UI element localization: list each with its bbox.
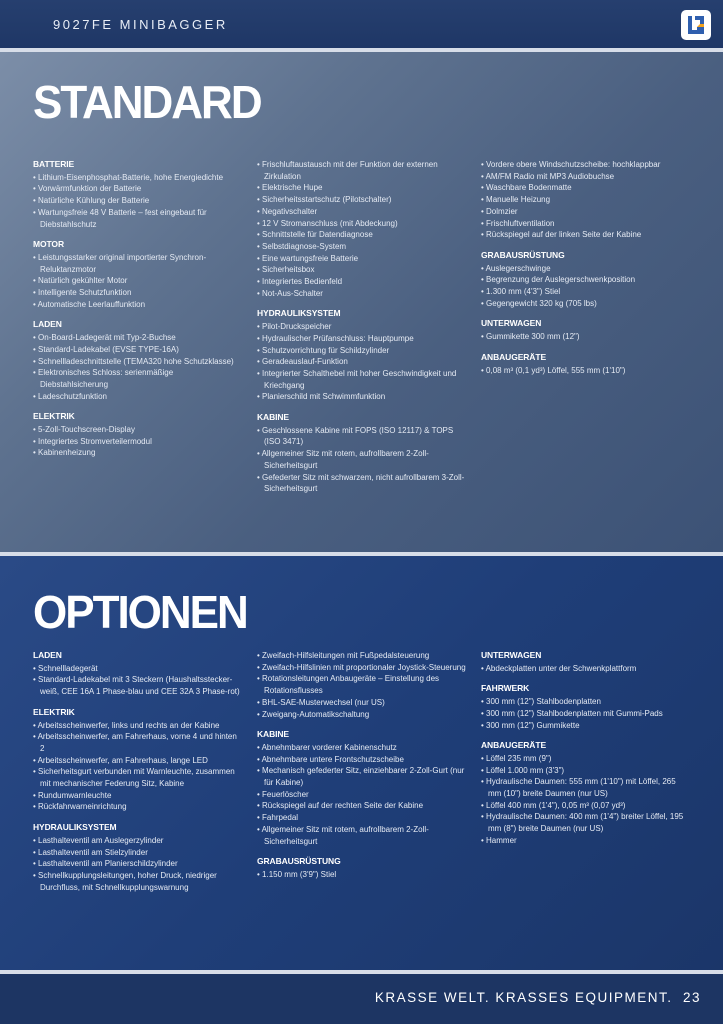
spec-item-text: Arbeitsscheinwerfer, am Fahrerhaus, vorne 4 und hinten 2 xyxy=(37,732,237,753)
spec-item-text: Sicherheitsgurt verbunden mit Warnleuchte, zusammen mit mechanischer Federung Sitz, Kabine xyxy=(38,767,235,789)
spec-section xyxy=(481,352,691,376)
section-heading: ELEKTRIK xyxy=(33,411,75,422)
spec-list xyxy=(481,159,691,241)
section-heading: ELEKTRIK xyxy=(33,706,75,717)
spec-section xyxy=(257,856,467,880)
spec-item-text: Zweigang-Automatikschaltung xyxy=(262,709,370,719)
spec-item xyxy=(257,812,467,824)
spec-item-text: Elektronisches Schloss: serienmäßige Diebstahlsicherung xyxy=(38,368,174,389)
spec-list xyxy=(33,835,243,894)
spec-item-text: Wartungsfreie 48 V Batterie – fest eingebaut für Diebstahlschutz xyxy=(38,207,207,229)
spec-item xyxy=(257,333,467,345)
spec-item xyxy=(481,835,691,847)
spec-item xyxy=(481,776,691,799)
section-heading: BATTERIE xyxy=(33,159,75,169)
spec-item xyxy=(481,229,691,241)
section-heading: KABINE xyxy=(257,729,289,740)
spec-item-text: Natürliche Kühlung der Batterie xyxy=(38,196,150,206)
standard-column-3 xyxy=(481,159,691,385)
spec-item xyxy=(481,708,691,720)
spec-item xyxy=(33,674,243,697)
spec-list xyxy=(481,263,691,310)
spec-item xyxy=(257,673,467,696)
section-heading: ANBAUGERÄTE xyxy=(481,740,547,751)
spec-item-text: Frischluftaustausch mit der Funktion der externen Zirkulation xyxy=(262,160,438,181)
spec-section xyxy=(257,729,467,847)
spec-item-text: Planierschild mit Schwimmfunktion xyxy=(262,392,386,402)
spec-item-text: Automatische Leerlauffunktion xyxy=(37,299,146,309)
spec-item-text: Integrierter Schalthebel mit hoher Geschwindigkeit und Kriechgang xyxy=(262,368,457,390)
spec-item xyxy=(481,811,691,834)
spec-item xyxy=(481,194,691,206)
spec-item xyxy=(257,159,467,182)
spec-item xyxy=(33,275,243,287)
spec-item xyxy=(257,697,467,709)
spec-item-text: Schutzvorrichtung für Schildzylinder xyxy=(262,345,390,355)
spec-item xyxy=(481,765,691,777)
liugong-logo-icon xyxy=(681,10,711,40)
spec-item xyxy=(257,194,467,206)
spec-section xyxy=(33,159,243,230)
spec-list xyxy=(33,332,243,402)
spec-item-text: Zweifach-Hilfslinien mit proportionaler Joystick-Steuerung xyxy=(262,662,466,672)
spec-list xyxy=(257,159,467,299)
spec-item-text: Pilot-Druckspeicher xyxy=(262,322,332,332)
spec-item-text: Lasthalteventil am Planierschildzylinder xyxy=(38,859,178,869)
spec-list xyxy=(481,753,691,847)
spec-item xyxy=(33,801,243,813)
section-heading: KABINE xyxy=(257,412,289,423)
spec-item-text: 300 mm (12") Gummikette xyxy=(486,720,580,730)
spec-item xyxy=(33,344,243,356)
top-bar xyxy=(0,0,723,48)
spec-list xyxy=(33,720,243,814)
spec-item xyxy=(33,858,243,870)
spec-item-text: Not-Aus-Schalter xyxy=(262,288,323,298)
spec-item xyxy=(257,241,467,253)
standard-column-1 xyxy=(33,159,243,468)
spec-item xyxy=(257,391,467,403)
spec-item xyxy=(257,253,467,265)
spec-item-text: Frischluftventilation xyxy=(486,218,555,228)
spec-item xyxy=(33,195,243,207)
standard-heading: STANDARD xyxy=(33,76,261,129)
spec-item-text: 300 mm (12") Stahlbodenplatten mit Gummi-Pads xyxy=(486,708,663,718)
spec-section xyxy=(481,683,691,731)
spec-item-text: 300 mm (12") Stahlbodenplatten xyxy=(486,697,601,707)
spec-section xyxy=(481,318,691,342)
spec-item xyxy=(33,356,243,368)
spec-item xyxy=(257,800,467,812)
spec-item xyxy=(33,790,243,802)
spec-list xyxy=(257,650,467,720)
spec-item-text: Standard-Ladekabel (EVSE TYPE-16A) xyxy=(38,344,179,354)
spec-item xyxy=(33,367,243,390)
spec-section xyxy=(33,239,243,310)
spec-section xyxy=(481,250,691,310)
optionen-panel xyxy=(0,556,723,970)
footer-tagline xyxy=(375,990,701,1005)
spec-item xyxy=(257,650,467,662)
spec-item xyxy=(33,207,243,230)
spec-item xyxy=(33,731,243,754)
spec-item-text: Lasthalteventil am Stielzylinder xyxy=(38,847,148,857)
spec-item xyxy=(33,835,243,847)
spec-item-text: Schnellladegerät xyxy=(38,663,98,673)
spec-item xyxy=(257,709,467,721)
spec-item-text: Sicherheitsstartschutz (Pilotschalter) xyxy=(262,195,392,205)
spec-item xyxy=(481,720,691,732)
section-heading: ANBAUGERÄTE xyxy=(481,351,547,362)
spec-item-text: BHL-SAE-Musterwechsel (nur US) xyxy=(262,697,385,707)
spec-section xyxy=(33,707,243,813)
spec-item-text: Kabinenheizung xyxy=(38,448,96,458)
spec-item xyxy=(257,288,467,300)
tagline-text: KRASSE WELT. KRASSES EQUIPMENT. xyxy=(374,990,673,1005)
spec-list xyxy=(33,663,243,698)
spec-item xyxy=(481,159,691,171)
spec-item-text: 12 V Stromanschluss (mit Abdeckung) xyxy=(262,218,398,228)
spec-item xyxy=(481,286,691,298)
spec-item-text: Manuelle Heizung xyxy=(486,195,551,205)
spec-item xyxy=(257,754,467,766)
section-heading: MOTOR xyxy=(33,239,64,250)
spec-item-text: 1.150 mm (3'9") Stiel xyxy=(262,869,337,879)
spec-item-text: Elektrische Hupe xyxy=(262,183,323,193)
spec-item-text: Standard-Ladekabel mit 3 Steckern (Haushaltsstecker-weiß, CEE 16A 1 Phase-blau und CEE 32A 3 Phase-rot) xyxy=(38,675,240,697)
section-heading: UNTERWAGEN xyxy=(481,318,542,329)
section-heading: LADEN xyxy=(33,650,62,660)
spec-item xyxy=(33,299,243,311)
spec-item-text: Geradeauslauf-Funktion xyxy=(262,357,348,367)
spec-item xyxy=(481,274,691,286)
spec-item-text: Löffel 235 mm (9") xyxy=(486,753,552,763)
spec-item-text: Geschlossene Kabine mit FOPS (ISO 12117) & TOPS (ISO 3471) xyxy=(262,425,454,447)
spec-item xyxy=(33,183,243,195)
spec-item xyxy=(257,264,467,276)
spec-item-text: Hydraulische Daumen: 555 mm (1'10") mit Löffel, 265 mm (10") breite Daumen (nur US) xyxy=(486,777,676,799)
spec-item xyxy=(481,663,691,675)
spec-item xyxy=(33,436,243,448)
spec-item xyxy=(481,331,691,343)
optionen-column-3 xyxy=(481,650,691,856)
spec-section xyxy=(481,159,691,241)
spec-item-text: Hammer xyxy=(486,835,517,845)
spec-item xyxy=(481,753,691,765)
spec-item-text: Integriertes Stromverteilermodul xyxy=(38,436,152,446)
spec-item-text: Fahrpedal xyxy=(262,813,299,823)
spec-item xyxy=(33,252,243,275)
spec-item xyxy=(257,742,467,754)
spec-item-text: Arbeitsscheinwerfer, am Fahrerhaus, lange LED xyxy=(37,755,208,765)
spec-item xyxy=(257,368,467,391)
spec-item xyxy=(257,321,467,333)
spec-item-text: Rückspiegel auf der rechten Seite der Kabine xyxy=(262,801,424,811)
spec-item-text: Gummikette 300 mm (12") xyxy=(486,332,580,342)
spec-section xyxy=(257,412,467,495)
spec-section xyxy=(481,740,691,846)
spec-item-text: 0,08 m³ (0,1 yd³) Löffel, 555 mm (1'10") xyxy=(486,365,626,375)
spec-list xyxy=(481,331,691,343)
spec-item xyxy=(481,206,691,218)
footer xyxy=(0,974,723,1024)
section-heading: UNTERWAGEN xyxy=(481,650,542,660)
spec-section xyxy=(257,650,467,720)
spec-list xyxy=(257,321,467,403)
spec-section xyxy=(33,319,243,402)
spec-item xyxy=(481,298,691,310)
spec-item xyxy=(257,206,467,218)
spec-section xyxy=(481,650,691,674)
section-heading: LADEN xyxy=(33,319,62,330)
spec-item xyxy=(257,824,467,847)
spec-item xyxy=(33,870,243,893)
spec-item-text: Leistungsstarker original importierter Synchron-Reluktanzmotor xyxy=(38,252,207,274)
spec-item-text: Waschbare Bodenmatte xyxy=(486,183,572,193)
spec-item-text: Zweifach-Hilfsleitungen mit Fußpedalsteuerung xyxy=(262,651,430,660)
spec-item xyxy=(481,171,691,183)
spec-item xyxy=(257,765,467,788)
section-heading: FAHRWERK xyxy=(481,683,530,694)
spec-item-text: Selbstdiagnose-System xyxy=(262,241,347,251)
spec-item-text: Integriertes Bedienfeld xyxy=(262,277,343,287)
section-heading: GRABAUSRÜSTUNG xyxy=(257,856,341,867)
spec-item xyxy=(481,218,691,230)
section-heading: HYDRAULIKSYSTEM xyxy=(257,308,341,319)
spec-item xyxy=(257,789,467,801)
optionen-column-2 xyxy=(257,650,467,890)
spec-item-text: 5-Zoll-Touchscreen-Display xyxy=(38,425,135,435)
spec-item xyxy=(257,448,467,471)
spec-item-text: Schnittstelle für Datendiagnose xyxy=(262,230,373,240)
spec-item xyxy=(33,424,243,436)
spec-item-text: On-Board-Ladegerät mit Typ-2-Buchse xyxy=(38,333,176,343)
optionen-column-1 xyxy=(33,650,243,902)
spec-item-text: Abnehmbare untere Frontschutzscheibe xyxy=(261,754,404,764)
spec-item-text: Schnellladeschnittstelle (TEMA320 hohe Schutzklasse) xyxy=(38,356,234,366)
spec-item xyxy=(481,800,691,812)
spec-item-text: Hydraulischer Prüfanschluss: Hauptpumpe xyxy=(262,333,414,343)
spec-item-text: Begrenzung der Auslegerschwenkposition xyxy=(486,275,636,285)
spec-list xyxy=(481,365,691,377)
section-heading: HYDRAULIKSYSTEM xyxy=(33,822,117,833)
spec-item xyxy=(481,696,691,708)
spec-item-text: Schnellkupplungsleitungen, hoher Druck, niedriger Durchfluss, mit Schnellkupplungswarnung xyxy=(38,870,217,892)
spec-item-text: Sicherheitsbox xyxy=(262,265,315,275)
section-heading: GRABAUSRÜSTUNG xyxy=(481,249,565,260)
spec-item-text: Allgemeiner Sitz mit rotem, aufrollbarem 2-Zoll-Sicherheitsgurt xyxy=(261,449,429,470)
spec-item-text: Rundumwarnleuchte xyxy=(38,790,112,800)
spec-item xyxy=(257,472,467,495)
spec-item xyxy=(33,766,243,789)
spec-item xyxy=(33,391,243,403)
spec-item xyxy=(481,182,691,194)
spec-item-text: Vorwärmfunktion der Batterie xyxy=(38,184,142,194)
spec-section xyxy=(257,159,467,299)
spec-item xyxy=(481,365,691,377)
spec-item xyxy=(257,356,467,368)
spec-item-text: Gegengewicht 320 kg (705 lbs) xyxy=(486,298,597,308)
spec-item-text: Feuerlöscher xyxy=(262,789,309,799)
spec-list xyxy=(257,869,467,881)
spec-item-text: Intelligente Schutzfunktion xyxy=(38,288,132,298)
spec-item xyxy=(33,720,243,732)
spec-item-text: Dolmzier xyxy=(486,206,518,216)
spec-item-text: Vordere obere Windschutzscheibe: hochklappbar xyxy=(486,160,661,169)
spec-item-text: Lasthalteventil am Auslegerzylinder xyxy=(38,835,164,845)
standard-column-2 xyxy=(257,159,467,504)
spec-item-text: Allgemeiner Sitz mit rotem, aufrollbarem 2-Zoll-Sicherheitsgurt xyxy=(261,824,429,846)
spec-item xyxy=(33,172,243,184)
standard-panel xyxy=(0,52,723,552)
spec-item xyxy=(33,332,243,344)
spec-list xyxy=(33,424,243,459)
spec-item-text: Löffel 1.000 mm (3'3") xyxy=(486,765,565,775)
spec-section xyxy=(33,822,243,893)
spec-item-text: Auslegerschwinge xyxy=(485,263,551,273)
page-number: 23 xyxy=(682,990,701,1005)
spec-list xyxy=(481,663,691,675)
spec-list xyxy=(257,425,467,495)
spec-section xyxy=(33,411,243,459)
spec-item-text: Gefederter Sitz mit schwarzem, nicht aufrollbarem 3-Zoll-Sicherheitsgurt xyxy=(262,472,465,494)
spec-item-text: Arbeitsscheinwerfer, links und rechts an der Kabine xyxy=(37,720,220,730)
spec-section xyxy=(257,308,467,403)
spec-item-text: Eine wartungsfreie Batterie xyxy=(262,253,359,263)
spec-item-text: Löffel 400 mm (1'4"), 0,05 m³ (0,07 yd³) xyxy=(486,800,626,810)
spec-item xyxy=(33,755,243,767)
spec-item xyxy=(33,287,243,299)
spec-item-text: Rückspiegel auf der linken Seite der Kabine xyxy=(486,230,642,240)
spec-list xyxy=(481,696,691,731)
spec-item xyxy=(257,276,467,288)
spec-item xyxy=(257,345,467,357)
spec-item-text: Ladeschutzfunktion xyxy=(38,391,107,401)
spec-item-text: Abdeckplatten unter der Schwenkplattform xyxy=(485,663,637,673)
spec-item xyxy=(33,447,243,459)
spec-item xyxy=(257,229,467,241)
spec-list xyxy=(257,742,467,847)
optionen-heading: OPTIONEN xyxy=(33,586,247,639)
spec-item-text: Rückfahrwarneinrichtung xyxy=(38,802,127,812)
document-title: 9027FE MINIBAGGER xyxy=(53,17,228,32)
spec-item-text: AM/FM Radio mit MP3 Audiobuchse xyxy=(485,171,615,181)
spec-item-text: Lithium-Eisenphosphat-Batterie, hohe Energiedichte xyxy=(38,172,224,182)
spec-item xyxy=(257,182,467,194)
spec-item xyxy=(33,847,243,859)
spec-section xyxy=(33,650,243,698)
spec-list xyxy=(33,172,243,231)
spec-item xyxy=(257,662,467,674)
spec-list xyxy=(33,252,243,311)
spec-item xyxy=(481,263,691,275)
spec-item-text: Mechanisch gefederter Sitz, einziehbarer 2-Zoll-Gurt (nur für Kabine) xyxy=(262,766,465,788)
spec-item-text: Negativschalter xyxy=(262,206,318,216)
spec-item xyxy=(33,663,243,675)
spec-item xyxy=(257,425,467,448)
spec-item-text: 1.300 mm (4'3") Stiel xyxy=(486,287,561,297)
spec-item-text: Natürlich gekühlter Motor xyxy=(38,276,128,286)
spec-item-text: Abnehmbarer vorderer Kabinenschutz xyxy=(261,742,397,752)
spec-item-text: Hydraulische Daumen: 400 mm (1'4") breiter Löffel, 195 mm (8") breite Daumen (nur US) xyxy=(486,812,684,834)
spec-item-text: Rotationsleitungen Anbaugeräte – Einstellung des Rotationsflusses xyxy=(262,674,440,696)
spec-item xyxy=(257,218,467,230)
spec-item xyxy=(257,869,467,881)
